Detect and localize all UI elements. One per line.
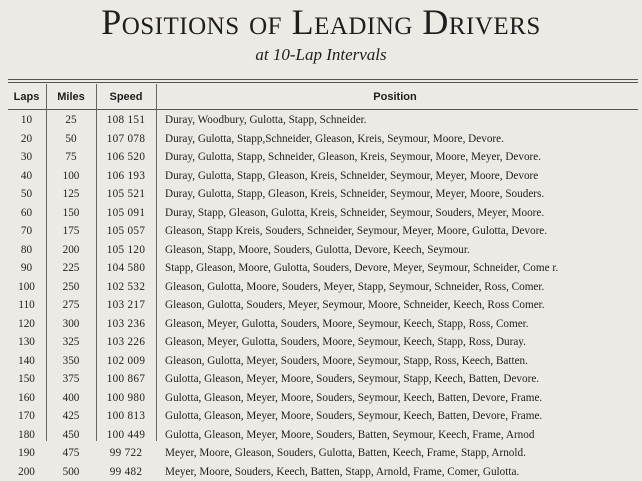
laps-cell: 40 <box>8 167 45 186</box>
speed-cell: 105 057 <box>98 222 154 241</box>
table-row <box>0 407 642 426</box>
laps-cell: 140 <box>8 352 45 371</box>
position-cell: Duray, Gulotta, Stapp, Gleason, Kreis, Schneider, Seymour, Meyer, Moore, Souders. <box>165 185 637 204</box>
speed-cell: 106 520 <box>98 148 154 167</box>
laps-cell: 190 <box>8 444 45 463</box>
laps-cell: 90 <box>8 259 45 278</box>
laps-cell: 60 <box>8 204 45 223</box>
position-cell: Gleason, Stapp Kreis, Souders, Schneider, Seymour, Meyer, Moore, Gulotta, Devore. <box>165 222 637 241</box>
position-cell: Duray, Woodbury, Gulotta, Stapp, Schneider. <box>165 111 637 130</box>
miles-cell: 125 <box>48 185 94 204</box>
speed-cell: 100 449 <box>98 426 154 445</box>
speed-cell: 103 217 <box>98 296 154 315</box>
miles-cell: 325 <box>48 333 94 352</box>
miles-cell: 175 <box>48 222 94 241</box>
speed-cell: 100 813 <box>98 407 154 426</box>
position-cell: Gulotta, Gleason, Meyer, Moore, Souders, Seymour, Keech, Batten, Devore, Frame. <box>165 389 637 408</box>
positions-table-body <box>0 111 642 481</box>
position-cell: Duray, Gulotta, Stapp, Schneider, Gleason, Kreis, Seymour, Moore, Meyer, Devore. <box>165 148 637 167</box>
miles-cell: 450 <box>48 426 94 445</box>
table-row <box>0 333 642 352</box>
table-row <box>0 167 642 186</box>
position-cell: Gleason, Gulotta, Souders, Meyer, Seymour, Moore, Schneider, Keech, Ross Comer. <box>165 296 637 315</box>
table-row <box>0 259 642 278</box>
miles-cell: 75 <box>48 148 94 167</box>
miles-cell: 225 <box>48 259 94 278</box>
position-cell: Gleason, Meyer, Gulotta, Souders, Moore, Seymour, Keech, Stapp, Ross, Comer. <box>165 315 637 334</box>
speed-cell: 102 532 <box>98 278 154 297</box>
laps-cell: 30 <box>8 148 45 167</box>
table-row <box>0 148 642 167</box>
page-title: Positions of Leading Drivers <box>0 2 642 42</box>
table-row <box>0 204 642 223</box>
miles-cell: 400 <box>48 389 94 408</box>
table-row <box>0 444 642 463</box>
table-header-rule <box>8 109 638 110</box>
page-subtitle: at 10-Lap Intervals <box>0 44 642 66</box>
table-row <box>0 185 642 204</box>
header-position: Position <box>160 90 630 104</box>
miles-cell: 25 <box>48 111 94 130</box>
position-cell: Gulotta, Gleason, Meyer, Moore, Souders, Batten, Seymour, Keech, Frame, Arnod <box>165 426 637 445</box>
position-cell: Duray, Stapp, Gleason, Gulotta, Kreis, Schneider, Seymour, Souders, Meyer, Moore. <box>165 204 637 223</box>
laps-cell: 70 <box>8 222 45 241</box>
speed-cell: 99 482 <box>98 463 154 481</box>
miles-cell: 425 <box>48 407 94 426</box>
position-cell: Meyer, Moore, Gleason, Souders, Gulotta, Batten, Keech, Frame, Stapp, Arnold. <box>165 444 637 463</box>
speed-cell: 107 078 <box>98 130 154 149</box>
speed-cell: 105 120 <box>98 241 154 260</box>
laps-cell: 80 <box>8 241 45 260</box>
speed-cell: 100 980 <box>98 389 154 408</box>
table-row <box>0 463 642 481</box>
table-row <box>0 278 642 297</box>
speed-cell: 103 226 <box>98 333 154 352</box>
miles-cell: 150 <box>48 204 94 223</box>
table-row <box>0 370 642 389</box>
table-row <box>0 130 642 149</box>
speed-cell: 105 521 <box>98 185 154 204</box>
speed-cell: 108 151 <box>98 111 154 130</box>
miles-cell: 375 <box>48 370 94 389</box>
position-cell: Duray, Gulotta, Stapp,Schneider, Gleason, Kreis, Seymour, Moore, Devore. <box>165 130 637 149</box>
speed-cell: 99 722 <box>98 444 154 463</box>
speed-cell: 105 091 <box>98 204 154 223</box>
miles-cell: 100 <box>48 167 94 186</box>
position-cell: Stapp, Gleason, Moore, Gulotta, Souders, Devore, Meyer, Seymour, Schneider, Come r. <box>165 259 637 278</box>
table-row <box>0 389 642 408</box>
speed-cell: 100 867 <box>98 370 154 389</box>
laps-cell: 170 <box>8 407 45 426</box>
position-cell: Gleason, Stapp, Moore, Souders, Gulotta, Devore, Keech, Seymour. <box>165 241 637 260</box>
laps-cell: 180 <box>8 426 45 445</box>
laps-cell: 130 <box>8 333 45 352</box>
position-cell: Gleason, Gulotta, Moore, Souders, Meyer, Stapp, Seymour, Schneider, Ross, Comer. <box>165 278 637 297</box>
table-row <box>0 241 642 260</box>
table-row <box>0 426 642 445</box>
table-row <box>0 315 642 334</box>
miles-cell: 200 <box>48 241 94 260</box>
laps-cell: 100 <box>8 278 45 297</box>
miles-cell: 475 <box>48 444 94 463</box>
position-cell: Gleason, Gulotta, Meyer, Souders, Moore, Seymour, Stapp, Ross, Keech, Batten. <box>165 352 637 371</box>
table-row <box>0 111 642 130</box>
laps-cell: 200 <box>8 463 45 481</box>
header-laps: Laps <box>8 90 45 104</box>
position-cell: Meyer, Moore, Souders, Keech, Batten, Stapp, Arnold, Frame, Comer, Gulotta. <box>165 463 637 481</box>
laps-cell: 10 <box>8 111 45 130</box>
speed-cell: 106 193 <box>98 167 154 186</box>
table-row <box>0 222 642 241</box>
miles-cell: 500 <box>48 463 94 481</box>
miles-cell: 300 <box>48 315 94 334</box>
laps-cell: 160 <box>8 389 45 408</box>
miles-cell: 275 <box>48 296 94 315</box>
miles-cell: 350 <box>48 352 94 371</box>
laps-cell: 120 <box>8 315 45 334</box>
position-cell: Gulotta, Gleason, Meyer, Moore, Souders, Seymour, Keech, Batten, Devore, Frame. <box>165 407 637 426</box>
header-speed: Speed <box>98 90 154 104</box>
laps-cell: 20 <box>8 130 45 149</box>
table-row <box>0 296 642 315</box>
position-cell: Gulotta, Gleason, Meyer, Moore, Souders, Seymour, Stapp, Keech, Batten, Devore. <box>165 370 637 389</box>
miles-cell: 50 <box>48 130 94 149</box>
speed-cell: 104 580 <box>98 259 154 278</box>
table-top-rule <box>8 79 638 80</box>
laps-cell: 110 <box>8 296 45 315</box>
miles-cell: 250 <box>48 278 94 297</box>
table-top-rule-inner <box>8 82 638 83</box>
table-row <box>0 352 642 371</box>
laps-cell: 150 <box>8 370 45 389</box>
position-cell: Duray, Gulotta, Stapp, Gleason, Kreis, Schneider, Seymour, Meyer, Moore, Devore <box>165 167 637 186</box>
header-miles: Miles <box>48 90 94 104</box>
position-cell: Gleason, Meyer, Gulotta, Souders, Moore, Seymour, Keech, Stapp, Ross, Duray. <box>165 333 637 352</box>
speed-cell: 102 009 <box>98 352 154 371</box>
laps-cell: 50 <box>8 185 45 204</box>
speed-cell: 103 236 <box>98 315 154 334</box>
